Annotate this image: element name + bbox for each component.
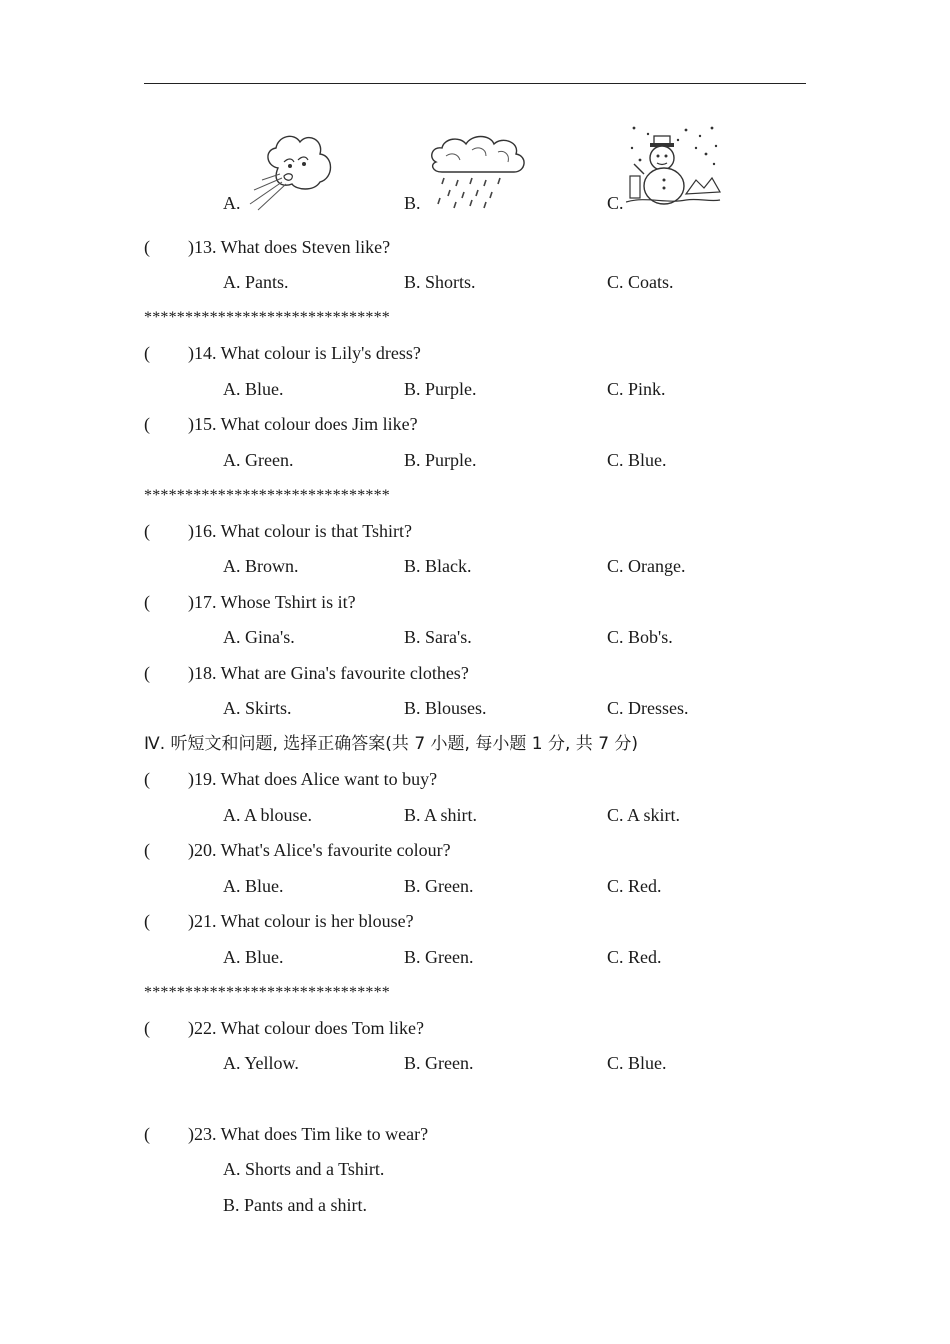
wind-cloud-icon	[248, 128, 338, 212]
q18-option-b: B. Blouses.	[404, 698, 487, 718]
top-rule	[144, 83, 806, 84]
q17-option-b: B. Sara's.	[404, 627, 472, 647]
question-text: )18. What are Gina's favourite clothes?	[188, 663, 469, 683]
question-15	[144, 413, 418, 435]
answer-paren[interactable]: (	[144, 911, 150, 931]
answer-paren[interactable]: (	[144, 521, 150, 541]
question-13	[144, 236, 390, 258]
question-text: )22. What colour does Tom like?	[188, 1018, 425, 1038]
q15-option-a: A. Green.	[223, 450, 294, 470]
q15-option-c: C. Blue.	[607, 450, 667, 470]
q21-option-a: A. Blue.	[223, 947, 284, 967]
star-divider: ******************************	[144, 984, 390, 1001]
q14-option-b: B. Purple.	[404, 379, 477, 399]
q21-option-b: B. Green.	[404, 947, 474, 967]
q19-option-a: A. A blouse.	[223, 805, 313, 825]
answer-paren[interactable]: (	[144, 343, 150, 363]
star-divider: ******************************	[144, 487, 390, 504]
snowman-icon	[626, 124, 722, 210]
star-divider: ******************************	[144, 309, 390, 326]
q22-option-a: A. Yellow.	[223, 1053, 299, 1073]
q23-option-b: B. Pants and a shirt.	[223, 1195, 367, 1215]
answer-paren[interactable]: (	[144, 414, 150, 434]
picture-option-c: C.	[607, 193, 624, 213]
q21-option-c: C. Red.	[607, 947, 662, 967]
q22-option-b: B. Green.	[404, 1053, 474, 1073]
question-text: )20. What's Alice's favourite colour?	[188, 840, 451, 860]
answer-paren[interactable]: (	[144, 1124, 150, 1144]
question-17	[144, 591, 356, 613]
question-text: )16. What colour is that Tshirt?	[188, 521, 413, 541]
q14-option-a: A. Blue.	[223, 379, 284, 399]
q15-option-b: B. Purple.	[404, 450, 477, 470]
q17-option-a: A. Gina's.	[223, 627, 295, 647]
q22-option-c: C. Blue.	[607, 1053, 667, 1073]
rain-cloud-icon	[428, 132, 528, 212]
picture-option-b: B.	[404, 193, 421, 213]
section-heading: Ⅳ. 听短文和问题, 选择正确答案(共 7 小题, 每小题 1 分, 共 7 分)	[144, 734, 639, 754]
q13-option-c: C. Coats.	[607, 272, 674, 292]
q19-option-c: C. A skirt.	[607, 805, 681, 825]
question-18	[144, 662, 469, 684]
answer-paren[interactable]: (	[144, 237, 150, 257]
question-21	[144, 910, 414, 932]
question-20	[144, 839, 451, 861]
answer-paren[interactable]: (	[144, 592, 150, 612]
question-text: )14. What colour is Lily's dress?	[188, 343, 421, 363]
q14-option-c: C. Pink.	[607, 379, 666, 399]
question-22	[144, 1017, 424, 1039]
answer-paren[interactable]: (	[144, 1018, 150, 1038]
q20-option-a: A. Blue.	[223, 876, 284, 896]
q18-option-a: A. Skirts.	[223, 698, 292, 718]
question-23	[144, 1123, 428, 1145]
question-text: )13. What does Steven like?	[188, 237, 391, 257]
picture-option-a: A.	[223, 193, 241, 213]
q20-option-c: C. Red.	[607, 876, 662, 896]
question-14	[144, 342, 421, 364]
q16-option-c: C. Orange.	[607, 556, 686, 576]
question-text: )17. Whose Tshirt is it?	[188, 592, 356, 612]
q18-option-c: C. Dresses.	[607, 698, 689, 718]
question-text: )15. What colour does Jim like?	[188, 414, 418, 434]
question-text: )23. What does Tim like to wear?	[188, 1124, 429, 1144]
q16-option-a: A. Brown.	[223, 556, 299, 576]
question-text: )21. What colour is her blouse?	[188, 911, 414, 931]
q19-option-b: B. A shirt.	[404, 805, 478, 825]
question-16	[144, 520, 412, 542]
q16-option-b: B. Black.	[404, 556, 472, 576]
question-text: )19. What does Alice want to buy?	[188, 769, 438, 789]
q17-option-c: C. Bob's.	[607, 627, 673, 647]
q13-option-b: B. Shorts.	[404, 272, 476, 292]
question-19	[144, 768, 437, 790]
q23-option-a: A. Shorts and a Tshirt.	[223, 1159, 385, 1179]
answer-paren[interactable]: (	[144, 769, 150, 789]
q13-option-a: A. Pants.	[223, 272, 289, 292]
answer-paren[interactable]: (	[144, 663, 150, 683]
q20-option-b: B. Green.	[404, 876, 474, 896]
answer-paren[interactable]: (	[144, 840, 150, 860]
